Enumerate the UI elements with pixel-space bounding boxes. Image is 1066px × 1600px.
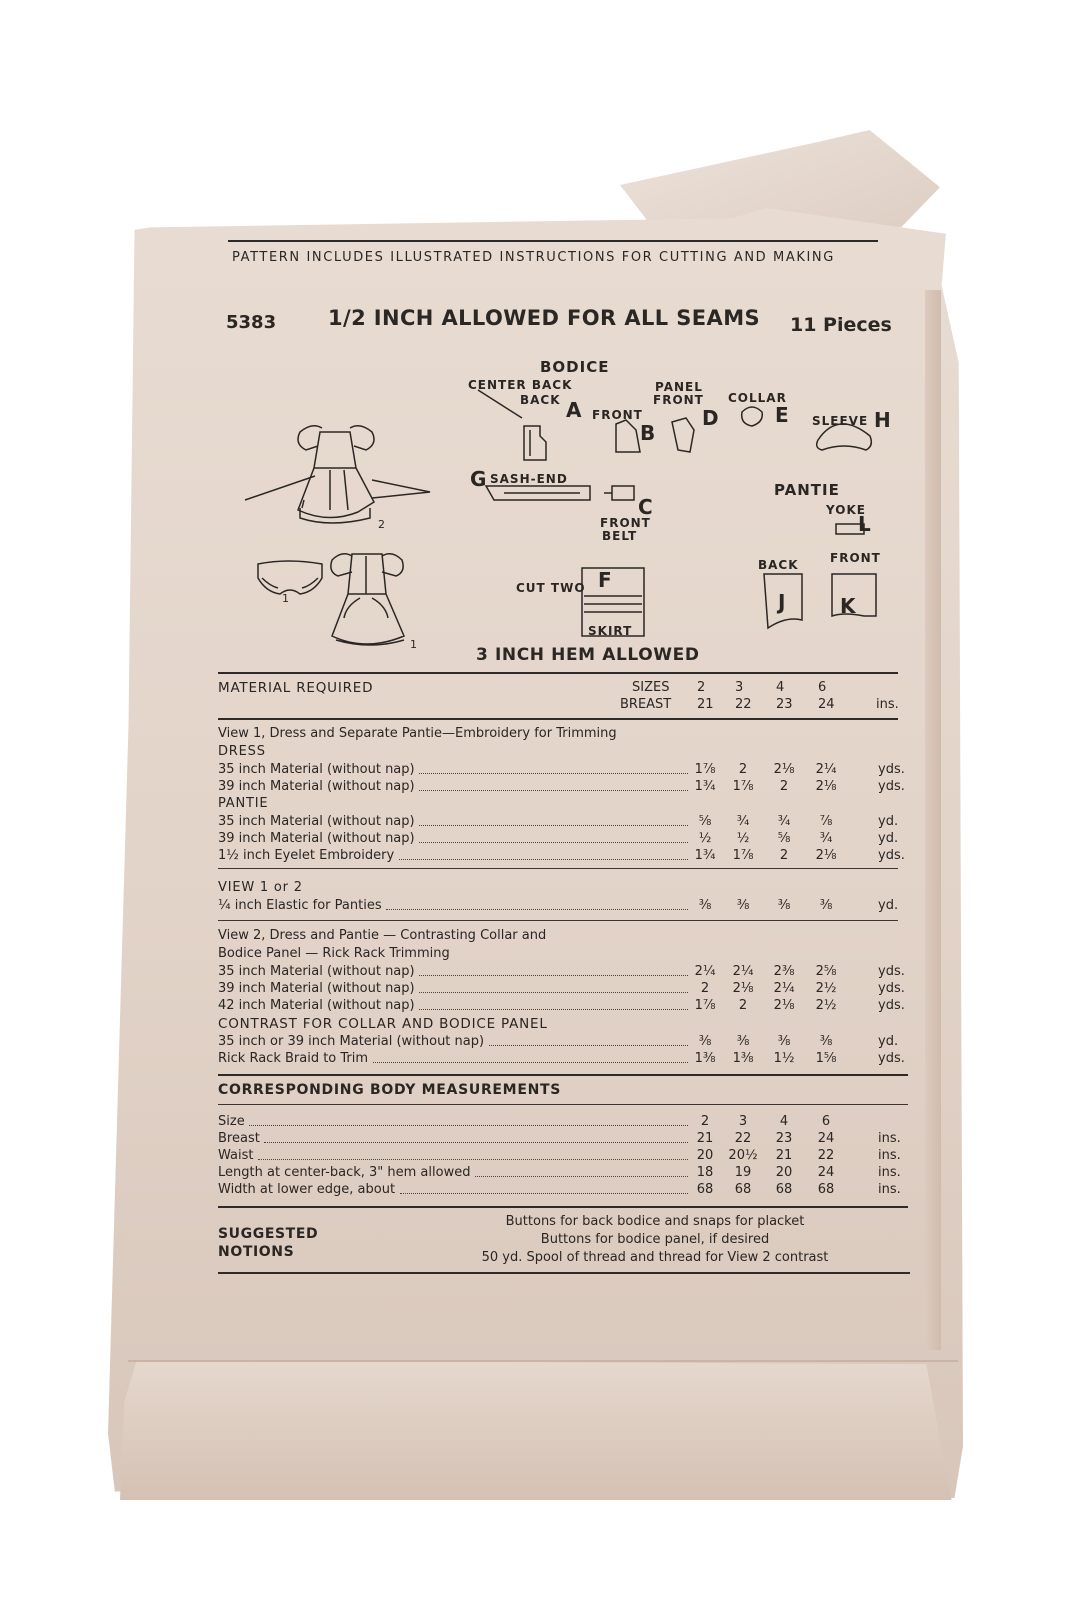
suggested-label: SUGGESTED bbox=[218, 1226, 319, 1242]
dot-leader bbox=[249, 1125, 688, 1126]
size-value: ¾ bbox=[777, 814, 791, 829]
dot-leader bbox=[419, 992, 688, 993]
table-row bbox=[218, 762, 918, 779]
size-value: ½ bbox=[698, 831, 712, 846]
size-value: 1⅝ bbox=[815, 1051, 837, 1066]
breast-header: 23 bbox=[776, 697, 793, 712]
skirt-label: SKIRT bbox=[588, 624, 633, 638]
row-label: 35 inch Material (without nap) bbox=[218, 814, 415, 829]
row-label: Width at lower edge, about bbox=[218, 1182, 396, 1197]
unit: yd. bbox=[878, 831, 899, 846]
row-label: Size bbox=[218, 1114, 245, 1129]
size-value: 1⅞ bbox=[694, 998, 716, 1013]
row-label: 35 inch Material (without nap) bbox=[218, 762, 415, 777]
body-top-rule bbox=[218, 1074, 908, 1076]
size-value: 1⅜ bbox=[694, 1051, 716, 1066]
size-value: 2⅛ bbox=[732, 981, 754, 996]
view-1-pantie-number: 1 bbox=[282, 592, 289, 605]
table-row bbox=[218, 831, 918, 848]
cut-two-label: CUT TWO bbox=[516, 581, 586, 595]
size-value: 22 bbox=[734, 1131, 752, 1146]
size-value: 2½ bbox=[815, 998, 837, 1013]
unit: ins. bbox=[878, 1131, 901, 1146]
dot-leader bbox=[489, 1045, 688, 1046]
size-value: 1⅞ bbox=[732, 779, 754, 794]
breast-header: 21 bbox=[697, 697, 714, 712]
size-value: 24 bbox=[817, 1165, 835, 1180]
size-value: 1⅞ bbox=[732, 848, 754, 863]
unit: yd. bbox=[878, 814, 899, 829]
table-row bbox=[218, 1148, 918, 1165]
size-value: 2½ bbox=[815, 981, 837, 996]
table-row bbox=[218, 964, 918, 981]
table-row bbox=[218, 981, 918, 998]
unit: yds. bbox=[878, 779, 905, 794]
breast-header: 22 bbox=[735, 697, 752, 712]
size-value: 2¼ bbox=[773, 981, 795, 996]
table-row bbox=[218, 1165, 918, 1182]
size-value: 19 bbox=[734, 1165, 752, 1180]
size-header: 4 bbox=[776, 680, 785, 695]
dot-leader bbox=[386, 909, 688, 910]
body-title-rule bbox=[218, 1104, 908, 1105]
dot-leader bbox=[419, 773, 688, 774]
dress-view-2-drawing bbox=[245, 426, 430, 518]
size-value: ⅜ bbox=[819, 1034, 833, 1049]
notion-line-1: Buttons for back bodice and snaps for placket bbox=[505, 1214, 805, 1229]
size-value: 2⅝ bbox=[815, 964, 837, 979]
size-header: 2 bbox=[697, 680, 706, 695]
contrast-heading: CONTRAST FOR COLLAR AND BODICE PANEL bbox=[218, 1016, 548, 1032]
notions-bottom-rule bbox=[218, 1272, 910, 1274]
row-label: 39 inch Material (without nap) bbox=[218, 981, 415, 996]
row-label: 35 inch or 39 inch Material (without nap) bbox=[218, 1034, 485, 1049]
size-value: 20½ bbox=[728, 1148, 758, 1163]
table-row bbox=[218, 1182, 918, 1199]
front-label: FRONT bbox=[592, 408, 643, 422]
size-value: 1¾ bbox=[694, 848, 716, 863]
dress-view-1-drawing bbox=[331, 554, 404, 645]
dot-leader bbox=[400, 1193, 688, 1194]
table-row bbox=[218, 1051, 918, 1068]
size-value: 2¼ bbox=[732, 964, 754, 979]
piece-letter-a: A bbox=[566, 398, 582, 422]
table-row bbox=[218, 848, 918, 865]
row-label: 39 inch Material (without nap) bbox=[218, 779, 415, 794]
size-value: 1⅜ bbox=[732, 1051, 754, 1066]
unit: yds. bbox=[878, 964, 905, 979]
panel-label: PANEL bbox=[655, 380, 703, 394]
sleeve-label: SLEEVE bbox=[812, 414, 869, 428]
size-value: 2⅜ bbox=[773, 964, 795, 979]
piece-letter-f: F bbox=[598, 568, 612, 592]
size-value: 21 bbox=[775, 1148, 793, 1163]
sash-end-label: SASH-END bbox=[490, 472, 568, 486]
pantie-front-label: FRONT bbox=[830, 551, 881, 565]
view-2-number: 2 bbox=[378, 518, 385, 531]
row-label: Breast bbox=[218, 1131, 260, 1146]
size-value: ⅝ bbox=[777, 831, 791, 846]
unit: yd. bbox=[878, 1034, 899, 1049]
unit: yds. bbox=[878, 998, 905, 1013]
pantie-label: PANTIE bbox=[774, 481, 840, 499]
unit: ins. bbox=[878, 1148, 901, 1163]
dot-leader bbox=[419, 790, 688, 791]
material-header-rule bbox=[218, 718, 898, 720]
size-value: 1½ bbox=[773, 1051, 795, 1066]
body-measurements-title: CORRESPONDING BODY MEASUREMENTS bbox=[218, 1082, 562, 1098]
size-value: 2 bbox=[779, 848, 789, 863]
unit: yds. bbox=[878, 762, 905, 777]
yoke-label: YOKE bbox=[826, 503, 866, 517]
piece-letter-c: C bbox=[638, 495, 653, 519]
size-value: 1¾ bbox=[694, 779, 716, 794]
dress-heading: DRESS bbox=[218, 744, 266, 759]
row-label: 35 inch Material (without nap) bbox=[218, 964, 415, 979]
dot-leader bbox=[258, 1159, 688, 1160]
dot-leader bbox=[419, 975, 688, 976]
collar-label: COLLAR bbox=[728, 391, 787, 405]
row-label: Waist bbox=[218, 1148, 254, 1163]
piece-letter-l: L bbox=[858, 512, 871, 536]
row-label: Rick Rack Braid to Trim bbox=[218, 1051, 369, 1066]
size-value: 2⅛ bbox=[815, 779, 837, 794]
piece-letter-d: D bbox=[702, 406, 719, 430]
size-value: ⅞ bbox=[819, 814, 833, 829]
size-value: 22 bbox=[817, 1148, 835, 1163]
view-1-or-2-heading: VIEW 1 or 2 bbox=[218, 880, 303, 895]
size-value: 24 bbox=[817, 1131, 835, 1146]
size-value: ⅜ bbox=[736, 1034, 750, 1049]
table-row bbox=[218, 898, 918, 915]
size-value: 2¼ bbox=[694, 964, 716, 979]
size-value: 21 bbox=[696, 1131, 714, 1146]
front-belt-label-2: BELT bbox=[602, 529, 638, 543]
unit: ins. bbox=[878, 1165, 901, 1180]
size-header: 6 bbox=[818, 680, 827, 695]
size-value: ⅝ bbox=[698, 814, 712, 829]
dot-leader bbox=[399, 859, 688, 860]
piece-letter-h: H bbox=[874, 408, 891, 432]
front-belt-label-1: FRONT bbox=[600, 516, 651, 530]
row-label: ¼ inch Elastic for Panties bbox=[218, 898, 382, 913]
breast-header: 24 bbox=[818, 697, 835, 712]
rule-view2 bbox=[218, 920, 898, 921]
piece-letter-b: B bbox=[640, 421, 656, 445]
size-header: 3 bbox=[735, 680, 744, 695]
pattern-number: 5383 bbox=[226, 312, 277, 333]
view-1-heading: View 1, Dress and Separate Pantie—Embroidery for Trimming bbox=[218, 726, 617, 741]
piece-count: 11 Pieces bbox=[790, 314, 892, 336]
rule-view12 bbox=[218, 868, 898, 869]
size-value: 2¼ bbox=[815, 762, 837, 777]
unit: ins. bbox=[878, 1182, 901, 1197]
size-value: 68 bbox=[696, 1182, 714, 1197]
size-value: 2⅛ bbox=[773, 998, 795, 1013]
size-value: ⅜ bbox=[698, 898, 712, 913]
unit: yd. bbox=[878, 898, 899, 913]
size-value: ⅜ bbox=[777, 898, 791, 913]
dot-leader bbox=[475, 1176, 688, 1177]
pantie-drawing bbox=[258, 561, 322, 594]
seam-allowance-note: 1/2 INCH ALLOWED FOR ALL SEAMS bbox=[328, 306, 761, 330]
size-value: ⅜ bbox=[736, 898, 750, 913]
size-value: ¾ bbox=[736, 814, 750, 829]
table-row bbox=[218, 1131, 918, 1148]
notions-top-rule bbox=[218, 1206, 908, 1208]
size-value: 3 bbox=[738, 1114, 748, 1129]
table-row bbox=[218, 1034, 918, 1051]
size-value: 2 bbox=[738, 762, 748, 777]
unit: yds. bbox=[878, 848, 905, 863]
size-value: 68 bbox=[775, 1182, 793, 1197]
size-value: ⅜ bbox=[777, 1034, 791, 1049]
row-label: 42 inch Material (without nap) bbox=[218, 998, 415, 1013]
size-value: ½ bbox=[736, 831, 750, 846]
bodice-label: BODICE bbox=[540, 358, 610, 376]
size-value: ⅜ bbox=[819, 898, 833, 913]
size-value: 2 bbox=[779, 779, 789, 794]
size-value: 68 bbox=[734, 1182, 752, 1197]
piece-letter-k: K bbox=[840, 594, 856, 618]
dot-leader bbox=[419, 825, 688, 826]
material-required-title: MATERIAL REQUIRED bbox=[218, 680, 374, 696]
view-2-heading-2: Bodice Panel — Rick Rack Trimming bbox=[218, 946, 450, 961]
size-value: 2 bbox=[700, 981, 710, 996]
row-label: 1½ inch Eyelet Embroidery bbox=[218, 848, 395, 863]
unit: yds. bbox=[878, 981, 905, 996]
size-value: 18 bbox=[696, 1165, 714, 1180]
size-value: 2 bbox=[738, 998, 748, 1013]
dot-leader bbox=[373, 1062, 688, 1063]
pantie-heading: PANTIE bbox=[218, 796, 269, 811]
row-label: 39 inch Material (without nap) bbox=[218, 831, 415, 846]
size-value: 2⅛ bbox=[773, 762, 795, 777]
breast-unit: ins. bbox=[876, 697, 899, 712]
view-1-number: 1 bbox=[410, 638, 417, 651]
table-row bbox=[218, 998, 918, 1015]
dot-leader bbox=[419, 842, 688, 843]
size-value: 23 bbox=[775, 1131, 793, 1146]
sizes-label: SIZES bbox=[632, 680, 670, 695]
piece-letter-j: J bbox=[778, 590, 786, 614]
table-row bbox=[218, 814, 918, 831]
notion-line-2: Buttons for bodice panel, if desired bbox=[540, 1232, 770, 1247]
dot-leader bbox=[264, 1142, 688, 1143]
unit: yds. bbox=[878, 1051, 905, 1066]
size-value: 20 bbox=[696, 1148, 714, 1163]
notions-label: NOTIONS bbox=[218, 1244, 295, 1260]
size-value: ⅜ bbox=[698, 1034, 712, 1049]
table-row bbox=[218, 779, 918, 796]
piece-letter-g: G bbox=[470, 467, 487, 491]
material-top-rule bbox=[218, 672, 898, 674]
dot-leader bbox=[419, 1009, 688, 1010]
notion-line-3: 50 yd. Spool of thread and thread for View 2 contrast bbox=[481, 1250, 829, 1265]
size-value: 6 bbox=[821, 1114, 831, 1129]
size-value: ¾ bbox=[819, 831, 833, 846]
back-label: BACK bbox=[520, 393, 561, 407]
panel-front-label: FRONT bbox=[653, 393, 704, 407]
row-label: Length at center-back, 3" hem allowed bbox=[218, 1165, 471, 1180]
size-value: 68 bbox=[817, 1182, 835, 1197]
instructions-note: PATTERN INCLUDES ILLUSTRATED INSTRUCTIONS FOR CUTTING AND MAKING bbox=[232, 250, 835, 265]
pantie-back-label: BACK bbox=[758, 558, 799, 572]
piece-letter-e: E bbox=[775, 403, 789, 427]
center-back-label: CENTER BACK bbox=[468, 378, 573, 392]
size-value: 1⅞ bbox=[694, 762, 716, 777]
size-value: 2⅛ bbox=[815, 848, 837, 863]
size-value: 2 bbox=[700, 1114, 710, 1129]
hem-note: 3 INCH HEM ALLOWED bbox=[476, 645, 700, 665]
table-row bbox=[218, 1114, 918, 1131]
size-value: 4 bbox=[779, 1114, 789, 1129]
view-2-heading-1: View 2, Dress and Pantie — Contrasting Collar and bbox=[218, 928, 547, 943]
breast-label: BREAST bbox=[620, 697, 672, 712]
size-value: 20 bbox=[775, 1165, 793, 1180]
